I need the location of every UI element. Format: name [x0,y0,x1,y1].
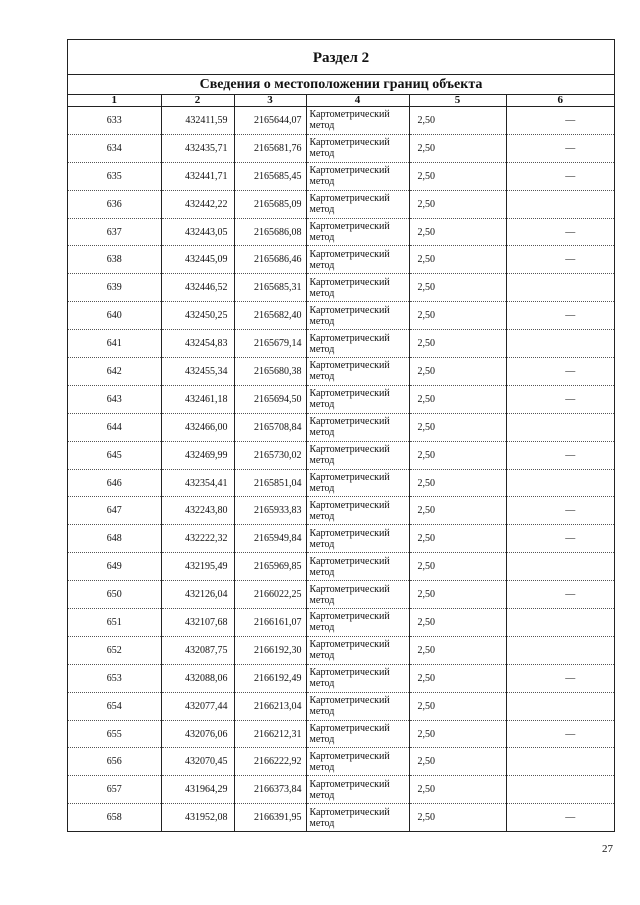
table-row [68,190,614,218]
method-cell [306,720,409,748]
coordinate-y-cell: 2165685,31 [234,274,306,302]
method-line-2: метод [309,817,335,829]
point-number-cell: 653 [68,664,161,692]
coordinate-y-cell: 2165685,09 [234,190,306,218]
coordinate-y-cell: 2165682,40 [234,302,306,330]
method-cell [306,776,409,804]
description-cell: — [506,134,614,162]
description-cell: — [506,664,614,692]
method-cell [306,525,409,553]
point-number-cell: 651 [68,609,161,637]
coordinate-x-cell: 432070,45 [161,748,234,776]
accuracy-cell: 2,50 [409,525,506,553]
accuracy-cell: 2,50 [409,581,506,609]
table-row [68,525,614,553]
description-cell: — [506,385,614,413]
method-line-2: метод [309,343,335,355]
description-cell: — [506,525,614,553]
method-line-2: метод [309,371,335,383]
coordinate-x-cell: 432195,49 [161,553,234,581]
method-line-1: Картометрический [309,360,390,372]
method-line-1: Картометрический [309,444,390,456]
method-line-2: метод [309,761,335,773]
table-row [68,581,614,609]
method-line-2: метод [309,622,335,634]
column-header: 4 [306,95,409,107]
coordinate-x-cell: 432469,99 [161,441,234,469]
method-cell [306,246,409,274]
coordinate-y-cell: 2166222,92 [234,748,306,776]
coordinate-x-cell: 432461,18 [161,385,234,413]
method-cell [306,358,409,386]
coordinate-x-cell: 432243,80 [161,497,234,525]
coordinate-x-cell: 432455,34 [161,358,234,386]
method-line-1: Картометрический [309,667,390,679]
coordinate-y-cell: 2165681,76 [234,134,306,162]
description-cell: — [506,441,614,469]
method-line-1: Картометрический [309,472,390,484]
coordinate-y-cell: 2166192,30 [234,636,306,664]
method-line-2: метод [309,148,335,160]
description-cell: — [506,218,614,246]
accuracy-cell: 2,50 [409,441,506,469]
description-cell [506,330,614,358]
coordinate-x-cell: 432088,06 [161,664,234,692]
method-cell [306,190,409,218]
method-line-1: Картометрический [309,276,390,288]
description-cell [506,636,614,664]
coordinate-y-cell: 2166161,07 [234,609,306,637]
point-number-cell: 634 [68,134,161,162]
point-number-cell: 643 [68,385,161,413]
column-header: 1 [68,95,161,107]
method-cell [306,692,409,720]
description-cell [506,553,614,581]
table-header-row [68,95,614,107]
description-cell [506,190,614,218]
method-cell [306,441,409,469]
point-number-cell: 635 [68,162,161,190]
method-line-2: метод [309,510,335,522]
table-row [68,441,614,469]
method-line-2: метод [309,734,335,746]
accuracy-cell: 2,50 [409,720,506,748]
coordinate-y-cell: 2166192,49 [234,664,306,692]
table-row [68,804,614,832]
method-line-2: метод [309,650,335,662]
table-row [68,134,614,162]
point-number-cell: 645 [68,441,161,469]
method-line-2: метод [309,678,335,690]
coordinate-y-cell: 2166212,31 [234,720,306,748]
point-number-cell: 640 [68,302,161,330]
method-line-2: метод [309,259,335,271]
table-row [68,748,614,776]
point-number-cell: 654 [68,692,161,720]
description-cell [506,274,614,302]
table-row [68,358,614,386]
method-line-2: метод [309,538,335,550]
table-row [68,413,614,441]
table-row [68,162,614,190]
method-line-1: Картометрический [309,137,390,149]
method-line-1: Картометрический [309,750,390,762]
point-number-cell: 652 [68,636,161,664]
method-line-1: Картометрический [309,639,390,651]
method-line-2: метод [309,287,335,299]
point-number-cell: 639 [68,274,161,302]
table-body [68,107,614,832]
point-number-cell: 648 [68,525,161,553]
accuracy-cell: 2,50 [409,636,506,664]
accuracy-cell: 2,50 [409,748,506,776]
accuracy-cell: 2,50 [409,246,506,274]
accuracy-cell: 2,50 [409,804,506,832]
boundary-table-frame [67,39,615,832]
method-cell [306,385,409,413]
accuracy-cell: 2,50 [409,218,506,246]
table-row [68,330,614,358]
coordinate-x-cell: 432411,59 [161,107,234,135]
description-cell: — [506,581,614,609]
method-cell [306,413,409,441]
accuracy-cell: 2,50 [409,776,506,804]
description-cell [506,609,614,637]
method-line-1: Картометрический [309,221,390,232]
method-cell [306,497,409,525]
method-line-2: метод [309,455,335,467]
table-row [68,218,614,246]
coordinate-x-cell: 432454,83 [161,330,234,358]
accuracy-cell: 2,50 [409,553,506,581]
description-cell: — [506,302,614,330]
coordinate-y-cell: 2166022,25 [234,581,306,609]
coordinate-x-cell: 432107,68 [161,609,234,637]
table-row [68,274,614,302]
coordinate-y-cell: 2165686,08 [234,218,306,246]
coordinate-y-cell: 2165685,45 [234,162,306,190]
method-cell [306,581,409,609]
column-header: 5 [409,95,506,107]
description-cell [506,748,614,776]
method-cell [306,218,409,246]
accuracy-cell: 2,50 [409,134,506,162]
description-cell [506,469,614,497]
coordinate-y-cell: 2165969,85 [234,553,306,581]
coordinate-x-cell: 432450,25 [161,302,234,330]
method-line-1: Картометрический [309,304,390,316]
description-cell: — [506,246,614,274]
table-subtitle: Сведения о местоположении границ объекта [68,75,614,95]
method-line-1: Картометрический [309,109,390,121]
coordinate-y-cell: 2165644,07 [234,107,306,135]
table-row [68,469,614,497]
accuracy-cell: 2,50 [409,413,506,441]
method-line-1: Картометрический [309,778,390,790]
method-line-2: метод [309,399,335,411]
description-cell: — [506,497,614,525]
accuracy-cell: 2,50 [409,358,506,386]
method-line-2: метод [309,232,335,243]
method-cell [306,274,409,302]
method-line-1: Картометрический [309,695,390,707]
method-line-1: Картометрический [309,248,390,260]
column-header: 2 [161,95,234,107]
coordinate-y-cell: 2166213,04 [234,692,306,720]
table-row [68,385,614,413]
description-cell: — [506,107,614,135]
coordinate-x-cell: 432077,44 [161,692,234,720]
method-line-2: метод [309,315,335,327]
method-line-1: Картометрический [309,416,390,428]
coordinate-x-cell: 432446,52 [161,274,234,302]
accuracy-cell: 2,50 [409,190,506,218]
column-header: 6 [506,95,614,107]
table-row [68,107,614,135]
table-row [68,692,614,720]
point-number-cell: 633 [68,107,161,135]
method-line-2: метод [309,706,335,718]
boundary-points-table [68,95,614,832]
description-cell: — [506,358,614,386]
description-cell: — [506,162,614,190]
coordinate-x-cell: 432354,41 [161,469,234,497]
coordinate-x-cell: 432445,09 [161,246,234,274]
method-cell [306,804,409,832]
description-cell: — [506,804,614,832]
point-number-cell: 657 [68,776,161,804]
method-cell [306,748,409,776]
method-line-1: Картометрический [309,499,390,511]
accuracy-cell: 2,50 [409,609,506,637]
point-number-cell: 644 [68,413,161,441]
point-number-cell: 638 [68,246,161,274]
accuracy-cell: 2,50 [409,302,506,330]
accuracy-cell: 2,50 [409,692,506,720]
method-line-1: Картометрический [309,193,390,205]
method-line-1: Картометрический [309,388,390,400]
method-cell [306,162,409,190]
method-line-2: метод [309,566,335,578]
accuracy-cell: 2,50 [409,330,506,358]
method-cell [306,302,409,330]
coordinate-y-cell: 2165680,38 [234,358,306,386]
coordinate-y-cell: 2166391,95 [234,804,306,832]
point-number-cell: 642 [68,358,161,386]
coordinate-x-cell: 431964,29 [161,776,234,804]
point-number-cell: 655 [68,720,161,748]
accuracy-cell: 2,50 [409,664,506,692]
description-cell: — [506,720,614,748]
method-cell [306,609,409,637]
method-line-1: Картометрический [309,555,390,567]
method-line-2: метод [309,594,335,606]
point-number-cell: 649 [68,553,161,581]
point-number-cell: 650 [68,581,161,609]
accuracy-cell: 2,50 [409,107,506,135]
point-number-cell: 637 [68,218,161,246]
method-cell [306,469,409,497]
table-row [68,664,614,692]
method-line-2: метод [309,789,335,801]
point-number-cell: 641 [68,330,161,358]
column-header: 3 [234,95,306,107]
method-cell [306,107,409,135]
method-cell [306,664,409,692]
method-line-1: Картометрический [309,611,390,623]
table-row [68,776,614,804]
coordinate-x-cell: 432435,71 [161,134,234,162]
description-cell [506,413,614,441]
method-line-2: метод [309,204,335,216]
coordinate-x-cell: 432442,22 [161,190,234,218]
coordinate-y-cell: 2165686,46 [234,246,306,274]
coordinate-x-cell: 432076,06 [161,720,234,748]
point-number-cell: 636 [68,190,161,218]
coordinate-y-cell: 2165949,84 [234,525,306,553]
method-line-1: Картометрический [309,583,390,595]
accuracy-cell: 2,50 [409,385,506,413]
coordinate-y-cell: 2165694,50 [234,385,306,413]
table-row [68,720,614,748]
method-line-2: метод [309,176,335,188]
coordinate-x-cell: 432222,32 [161,525,234,553]
coordinate-x-cell: 432126,04 [161,581,234,609]
table-row [68,302,614,330]
table-row [68,609,614,637]
coordinate-y-cell: 2166373,84 [234,776,306,804]
method-line-1: Картометрический [309,527,390,539]
coordinate-x-cell: 432443,05 [161,218,234,246]
method-line-2: метод [309,120,335,132]
method-cell [306,553,409,581]
method-line-1: Картометрический [309,332,390,344]
coordinate-y-cell: 2165679,14 [234,330,306,358]
point-number-cell: 656 [68,748,161,776]
method-line-2: метод [309,483,335,495]
table-row [68,497,614,525]
method-line-1: Картометрический [309,165,390,177]
accuracy-cell: 2,50 [409,497,506,525]
accuracy-cell: 2,50 [409,469,506,497]
coordinate-y-cell: 2165730,02 [234,441,306,469]
description-cell [506,692,614,720]
accuracy-cell: 2,50 [409,274,506,302]
accuracy-cell: 2,50 [409,162,506,190]
method-cell [306,134,409,162]
coordinate-x-cell: 431952,08 [161,804,234,832]
coordinate-y-cell: 2165708,84 [234,413,306,441]
coordinate-y-cell: 2165851,04 [234,469,306,497]
method-line-1: Картометрический [309,806,390,818]
table-row [68,553,614,581]
method-cell [306,330,409,358]
table-row [68,636,614,664]
point-number-cell: 658 [68,804,161,832]
point-number-cell: 646 [68,469,161,497]
section-title: Раздел 2 [68,40,614,75]
coordinate-x-cell: 432087,75 [161,636,234,664]
method-cell [306,636,409,664]
page-number: 27 [602,843,613,855]
coordinate-y-cell: 2165933,83 [234,497,306,525]
coordinate-x-cell: 432441,71 [161,162,234,190]
point-number-cell: 647 [68,497,161,525]
table-row [68,246,614,274]
description-cell [506,776,614,804]
coordinate-x-cell: 432466,00 [161,413,234,441]
method-line-1: Картометрический [309,723,390,735]
method-line-2: метод [309,427,335,439]
